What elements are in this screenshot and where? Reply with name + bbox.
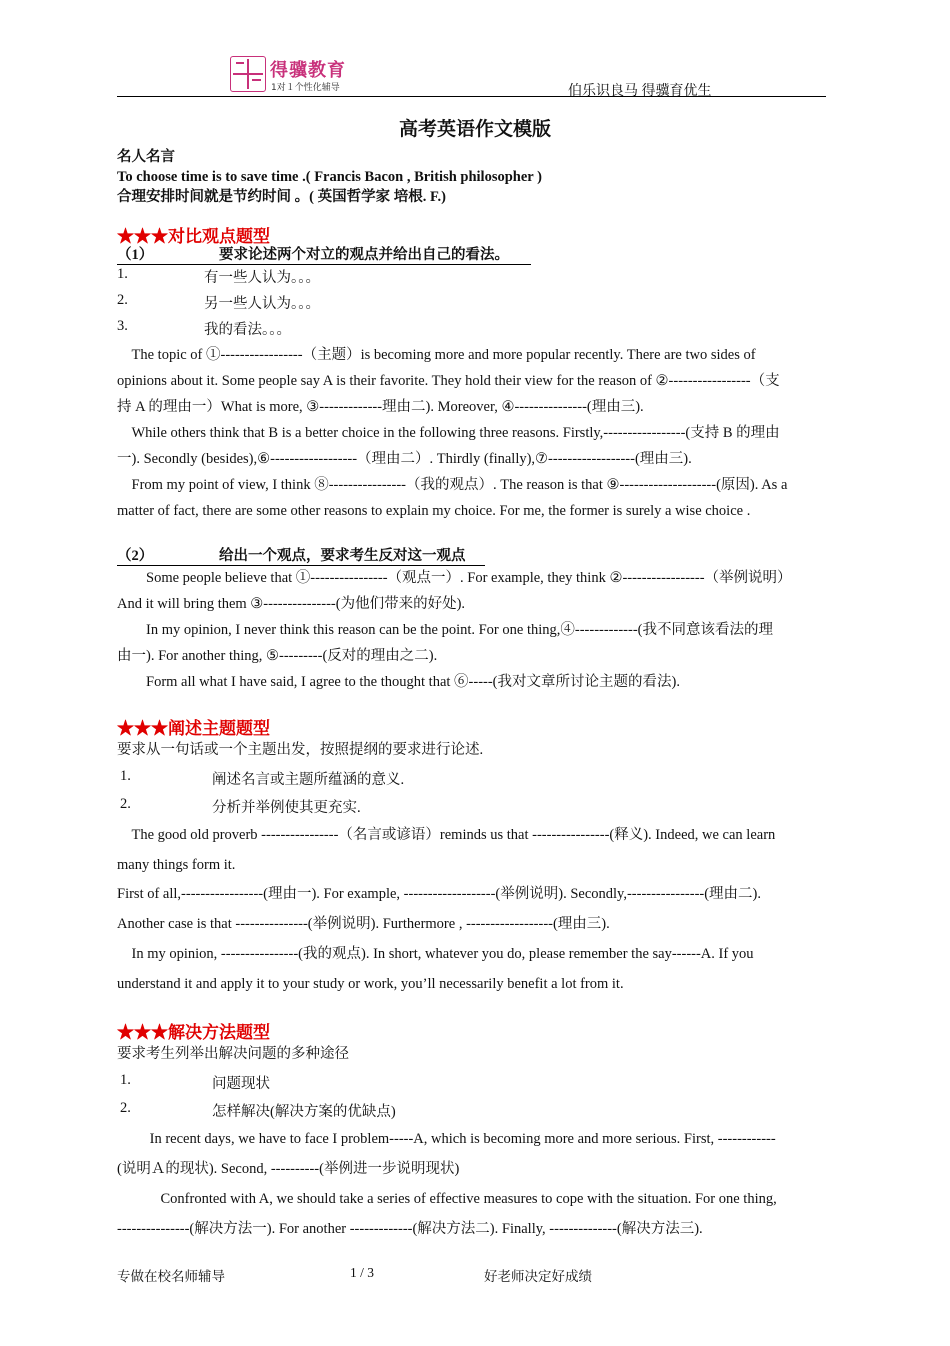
footer-left: 专做在校名师辅导	[117, 1269, 225, 1284]
subsection-1-text: 要求论述两个对立的观点并给出自己的看法。	[219, 247, 509, 263]
list-item-number: 2.	[120, 796, 131, 812]
body-line: In my opinion, ----------------(我的观点). In short, whatever you do, please remember the say------A. If you	[117, 946, 754, 962]
body-line: matter of fact, there are some other reasons to explain my choice. For me, the former is surely a wise choice .	[117, 503, 751, 519]
body-line: The topic of ①-----------------（主题）is becoming more and more popular recently. There are two sides of	[117, 347, 756, 363]
quote-heading: 名人名言	[117, 149, 175, 165]
list-item-number: 1.	[120, 1072, 131, 1088]
list-item-text: 另一些人认为。。。	[204, 296, 320, 312]
body-line: In recent days, we have to face I problem-----A, which is becoming more and more serious. First, ------------	[117, 1131, 776, 1147]
list-item-number: 2.	[120, 1100, 131, 1116]
section-heading-contrast: ★★★对比观点题型	[117, 227, 270, 246]
quote-english: To choose time is to save time .( Francis Bacon , British philosopher )	[117, 169, 542, 185]
footer-page-number: 1 / 3	[350, 1265, 375, 1280]
body-line: And it will bring them ③---------------(为他们带来的好处).	[117, 596, 466, 612]
body-line: ---------------(解决方法一). For another -------------(解决方法二). Finally, --------------(解决方法三).	[117, 1221, 703, 1237]
page-title: 高考英语作文模版	[398, 119, 551, 140]
body-line: 由一). For another thing, ⑤---------(反对的理由之二).	[117, 648, 438, 664]
header-motto: 伯乐识良马 得骥育优生	[568, 84, 712, 99]
subsection-2-number: （2）	[117, 548, 154, 564]
list-item-text: 我的看法。。。	[204, 322, 291, 338]
subsection-1-number: （1）	[117, 247, 154, 263]
body-line: Confronted with A, we should take a series of effective measures to cope with the situation. For one thing,	[117, 1191, 777, 1207]
section-heading-theme: ★★★阐述主题题型	[117, 719, 270, 738]
body-line: 一). Secondly (besides),⑥------------------（理由二）. Thirdly (finally),⑦------------------(理由三).	[117, 451, 692, 467]
logo-seal-icon	[230, 56, 266, 92]
list-item-text: 问题现状	[212, 1076, 270, 1092]
quote-chinese: 合理安排时间就是节约时间 。( 英国哲学家 培根. F.)	[117, 189, 446, 205]
body-line: While others think that B is a better choice in the following three reasons. Firstly,-----------------(支持 B 的理由	[117, 425, 780, 441]
body-line: many things form it.	[117, 857, 236, 873]
header-divider	[117, 96, 826, 97]
body-line: Some people believe that ①----------------（观点一）. For example, they think ②-----------------（举例说明）	[117, 570, 792, 586]
brand-subtitle: 1对１个性化辅导	[271, 83, 340, 93]
list-item-number: 3.	[117, 318, 128, 334]
list-item-text: 阐述名言或主题所蕴涵的意义.	[212, 772, 405, 788]
body-line: (说明Ａ的现状). Second, ----------(举例进一步说明现状)	[117, 1161, 460, 1177]
list-item-text: 怎样解决(解决方案的优缺点)	[212, 1104, 396, 1120]
body-line: First of all,-----------------(理由一). For example, -------------------(举例说明). Secondly,----------------(理由二).	[117, 886, 762, 902]
body-line: understand it and apply it to your study or work, you’ll necessarily benefit a lot from it.	[117, 976, 624, 992]
brand-logo	[230, 56, 355, 94]
subsection-1	[117, 247, 531, 265]
section-intro: 要求考生列举出解决问题的多种途径	[117, 1046, 349, 1062]
body-line: Form all what I have said, I agree to the thought that ⑥-----(我对文章所讨论主题的看法).	[117, 674, 680, 690]
list-item-number: 1.	[120, 768, 131, 784]
list-item-number: 2.	[117, 292, 128, 308]
body-line: Another case is that ---------------(举例说明). Furthermore , ------------------(理由三).	[117, 916, 610, 932]
footer-right: 好老师决定好成绩	[484, 1269, 592, 1284]
list-item-text: 有一些人认为。。。	[204, 270, 320, 286]
section-heading-solution: ★★★解决方法题型	[117, 1023, 270, 1042]
section-intro: 要求从一句话或一个主题出发，按照提纲的要求进行论述.	[117, 742, 484, 758]
body-line: opinions about it. Some people say A is their favorite. They hold their view for the reason of ②-----------------（支	[117, 373, 780, 389]
body-line: In my opinion, I never think this reason can be the point. For one thing,④-------------(我不同意该看法的理	[117, 622, 773, 638]
brand-name: 得骥教育	[270, 60, 346, 81]
body-line: From my point of view, I think ⑧----------------（我的观点）. The reason is that ⑨--------------------(原因). As a	[117, 477, 788, 493]
list-item-number: 1.	[117, 266, 128, 282]
subsection-2-text: 给出一个观点，要求考生反对这一观点	[219, 548, 466, 564]
body-line: The good old proverb ----------------（名言或谚语）reminds us that ----------------(释义). Indeed, we can learn	[117, 827, 776, 843]
list-item-text: 分析并举例使其更充实.	[212, 800, 361, 816]
body-line: 持 A 的理由一）What is more, ③-------------理由二). Moreover, ④---------------(理由三).	[117, 399, 644, 415]
subsection-2	[117, 548, 485, 566]
